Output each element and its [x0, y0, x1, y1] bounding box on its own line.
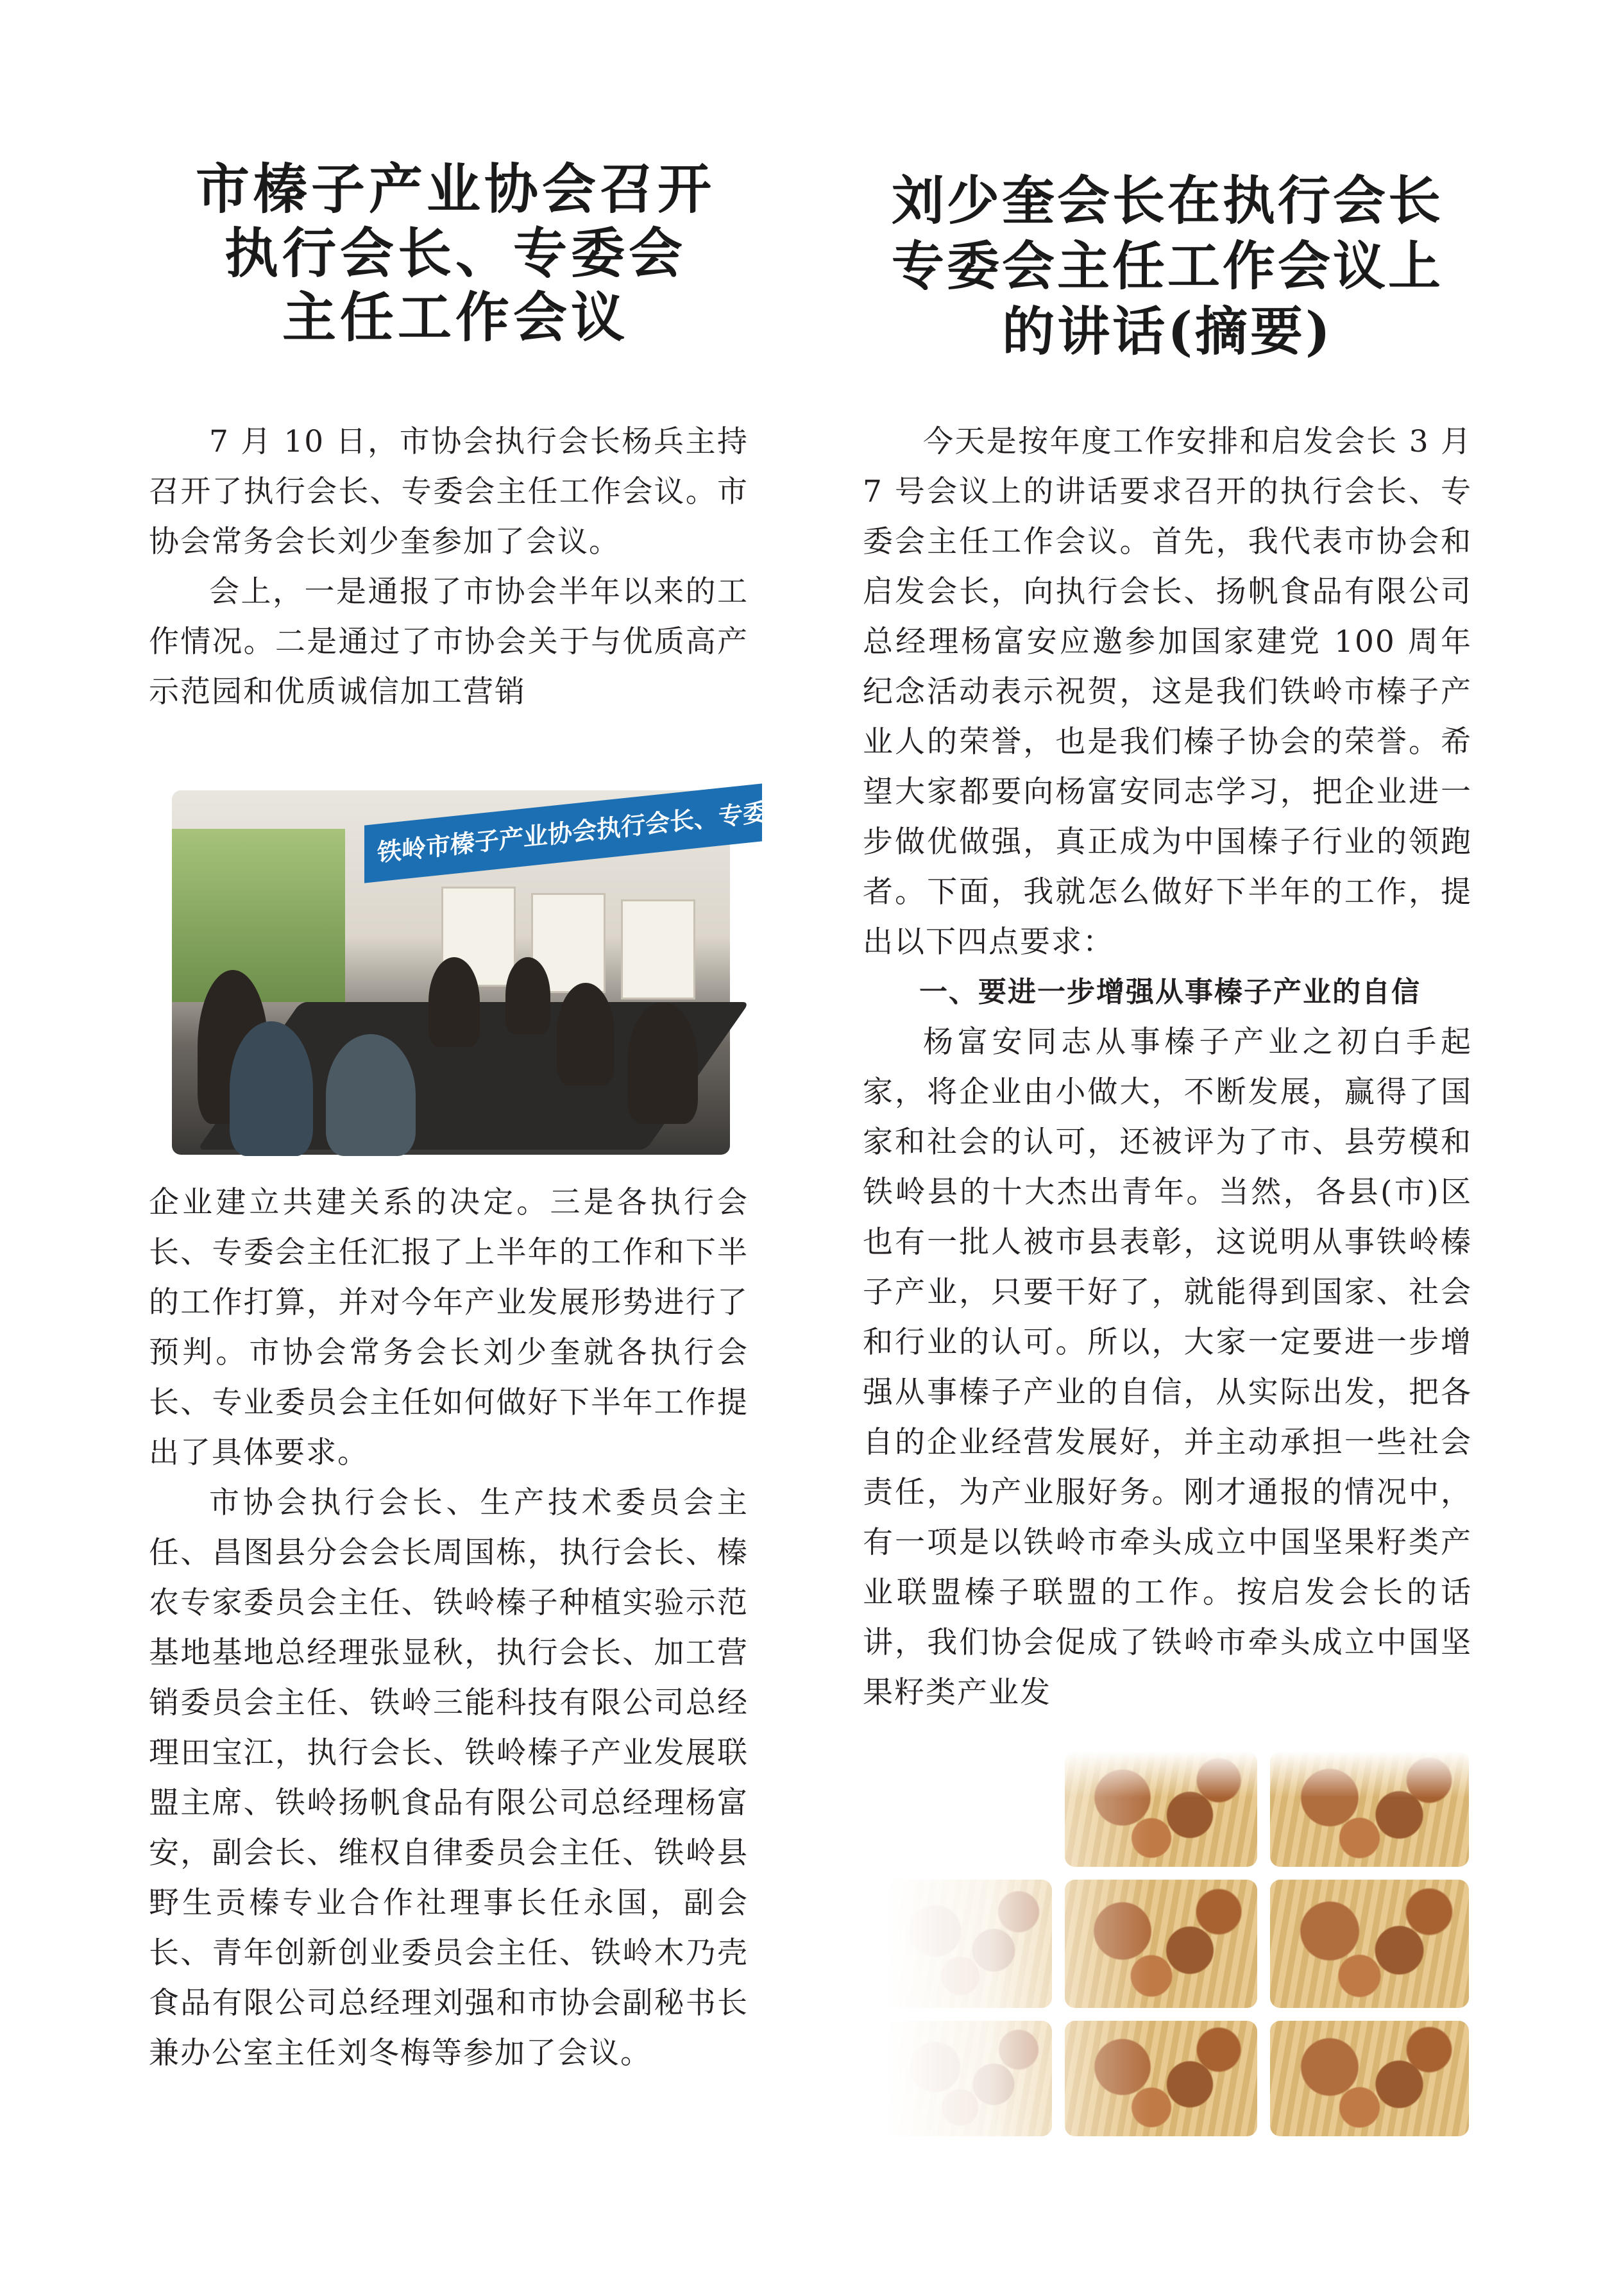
right-section-paragraph: 杨富安同志从事榛子产业之初白手起家，将企业由小做大，不断发展，赢得了国家和社会的认可，还被评为了市、县劳模和铁岭县的十大杰出青年。当然，各县(市)区也有一批人被市县表彰，这说明从事铁岭榛子产业，只要干好了，就能得到国家、社会和行业的认可。所以，大家一定要进一步增强从事榛子产业的自信，从实际出发，把各自的企业经营发展好，并主动承担一些社会责任，为产业服好务。刚才通报的情况中，有一项是以铁岭市牵头成立中国坚果籽类产业联盟榛子联盟的工作。按启发会长的话讲，我们协会促成了铁岭市牵头成立中国坚果籽类产业发: [863, 1025, 1472, 1710]
hazelnut-tile: [1270, 1880, 1469, 2008]
hazelnut-tile: [885, 2021, 1052, 2136]
hazelnut-tile: [1270, 1751, 1469, 1867]
left-paragraph-3: 企业建立共建关系的决定。三是各执行会长、专委会主任汇报了上半年的工作和下半的工作打算，并对今年产业发展形势进行了预判。市协会常务会长刘少奎就各执行会长、专业委员会主任如何做好下半年工作提出了具体要求。: [149, 1185, 749, 1470]
left-paragraph-2: 会上，一是通报了市协会半年以来的工作情况。二是通过了市协会关于与优质高产示范园和优质诚信加工营销: [149, 574, 749, 710]
hazelnut-tile: [1065, 2021, 1257, 2136]
right-title-line-1: 刘少奎会长在执行会长: [891, 170, 1443, 232]
left-title-line-1: 市榛子产业协会召开: [195, 158, 715, 221]
hazelnut-tile: [1270, 2021, 1469, 2136]
photo-notice-board: [621, 899, 695, 999]
left-article-body-top: [149, 417, 749, 717]
photo-attendee: [505, 957, 550, 1034]
hazelnut-tile: [1065, 1880, 1257, 2008]
photo-attendee: [557, 983, 615, 1085]
photo-attendee: [428, 957, 480, 1047]
left-title-line-2: 执行会长、专委会: [224, 222, 686, 285]
hazelnut-collage-image: [885, 1751, 1475, 2136]
right-title-line-2: 专委会主任工作会议上: [891, 235, 1443, 297]
hazelnut-tile: [885, 1880, 1052, 2008]
right-article-title: [860, 168, 1475, 364]
left-paragraph-1: 7 月 10 日，市协会执行会长杨兵主持召开了执行会长、专委会主任工作会议。市协会常务会长刘少奎参加了会议。: [149, 424, 749, 559]
right-title-line-3: 的讲话(摘要): [1002, 301, 1333, 362]
photo-banner: 铁岭市榛子产业协会执行会长、专委会主任工作会议: [364, 783, 762, 883]
left-paragraph-4: 市协会执行会长、生产技术委员会主任、昌图县分会会长周国栋，执行会长、榛农专家委员会主任、铁岭榛子种植实验示范基地基地总经理张显秋，执行会长、加工营销委员会主任、铁岭三能科技有限公司总经理田宝江，执行会长、铁岭榛子产业发展联盟主席、铁岭扬帆食品有限公司总经理杨富安，副会长、维权自律委员会主任、铁岭县野生贡榛专业合作社理事长任永国，副会长、青年创新创业委员会主任、铁岭木乃壳食品有限公司总经理刘强和市协会副秘书长兼办公室主任刘冬梅等参加了会议。: [149, 1485, 749, 2071]
photo-attendee: [326, 1034, 416, 1156]
photo-attendee: [627, 1002, 698, 1124]
photo-attendee: [230, 1021, 313, 1156]
photo-window: [172, 829, 345, 1002]
left-article-body-bottom: [149, 1178, 749, 2079]
meeting-photo: [172, 779, 938, 1155]
hazelnut-tile: [1065, 1751, 1257, 1867]
right-article-body: [863, 417, 1472, 1718]
left-title-line-3: 主任工作会议: [282, 286, 629, 349]
right-section-heading: 一、要进一步增强从事榛子产业的自信: [919, 976, 1421, 1008]
right-intro-paragraph: 今天是按年度工作安排和启发会长 3 月 7 号会议上的讲话要求召开的执行会长、专委会主任工作会议。首先，我代表市协会和启发会长，向执行会长、扬帆食品有限公司总经理杨富安应邀参加国家建党 100 周年纪念活动表示祝贺，这是我们铁岭市榛子产业人的荣誉，也是我们榛子协会的荣誉。希望大家都要向杨富安同志学习，把企业进一步做优做强，真正成为中国榛子行业的领跑者。下面，我就怎么做好下半年的工作，提出以下四点要求：: [863, 424, 1472, 960]
left-article-title: [160, 157, 750, 350]
